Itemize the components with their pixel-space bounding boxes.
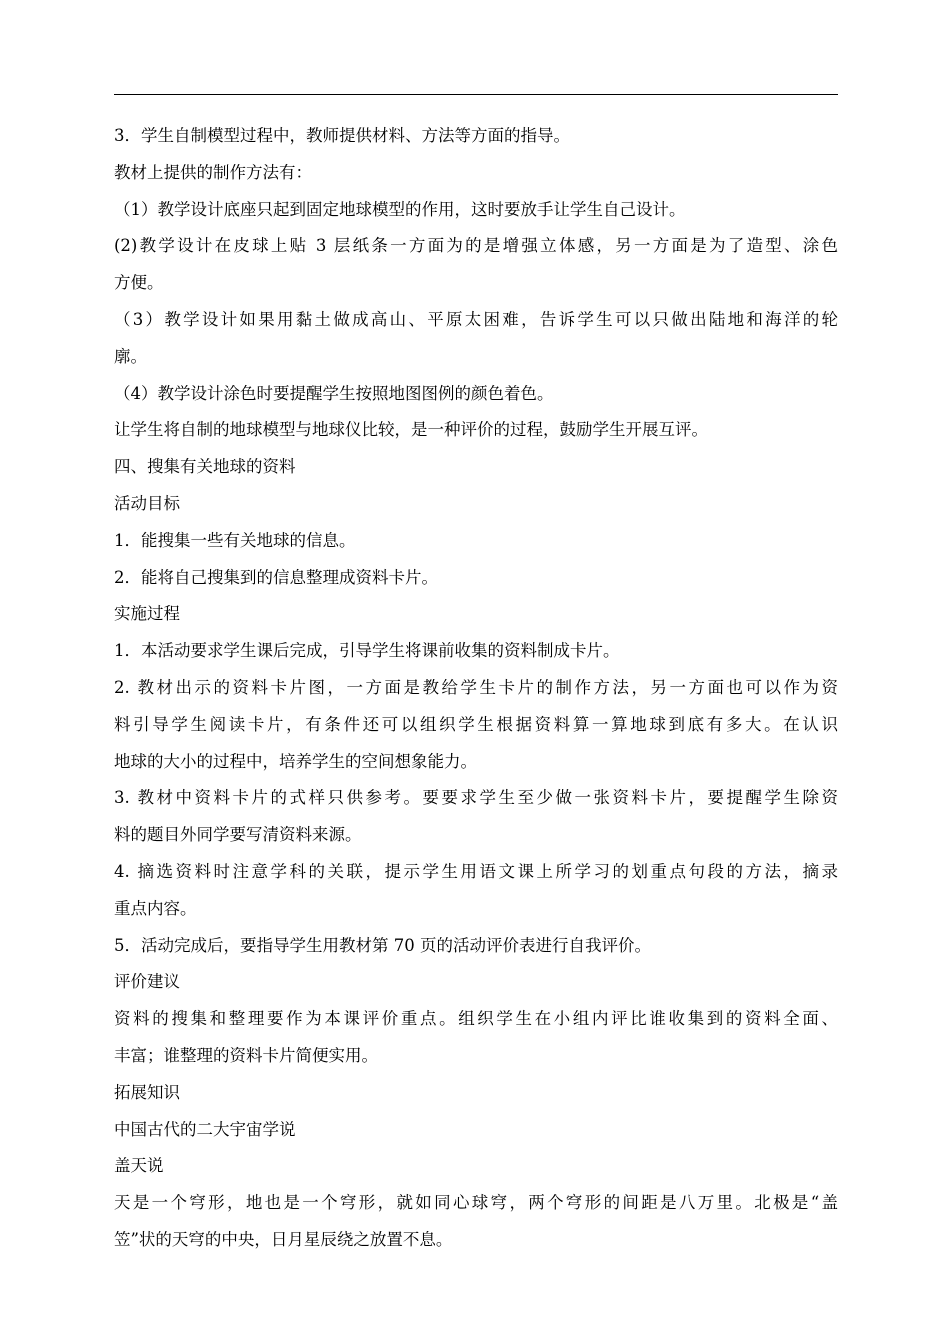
document-body [114,118,838,1259]
subsection-heading: 评价建议 [114,972,180,992]
paragraph-line: 笠”状的天穹的中央，日月星辰绕之放置不息。 [114,1229,453,1249]
paragraph-line: 地球的大小的过程中，培养学生的空间想象能力。 [114,751,477,771]
paragraph-line: 资料的搜集和整理要作为本课评价重点。组织学生在小组内评比谁收集到的资料全面、 [114,1009,838,1029]
paragraph-line: 天是一个穹形，地也是一个穹形，就如同心球穹，两个穹形的间距是八万里。北极是“盖 [114,1193,838,1213]
paragraph-line: (2)教学设计在皮球上贴 3 层纸条一方面为的是增强立体感，另一方面是为了造型、涂色 [114,236,838,256]
paragraph-line: 3. 教材中资料卡片的式样只供参考。要要求学生至少做一张资料卡片，要提醒学生除资 [114,788,838,808]
subsection-heading: 中国古代的二大宇宙学说 [114,1119,296,1139]
paragraph-line: （3）教学设计如果用黏土做成高山、平原太困难，告诉学生可以只做出陆地和海洋的轮 [114,309,838,329]
paragraph-line: 料的题目外同学要写清资料来源。 [114,825,362,845]
paragraph-line: （4）教学设计涂色时要提醒学生按照地图图例的颜色着色。 [114,383,554,403]
paragraph-line: 方便。 [114,273,164,293]
paragraph-line: 让学生将自制的地球模型与地球仪比较，是一种评价的过程，鼓励学生开展互评。 [114,420,708,440]
section-heading: 四、搜集有关地球的资料 [114,457,296,477]
paragraph-line: 1．本活动要求学生课后完成，引导学生将课前收集的资料制成卡片。 [114,641,620,661]
paragraph-line: 4. 摘选资料时注意学科的关联，提示学生用语文课上所学习的划重点句段的方法，摘录 [114,861,838,881]
paragraph-line: （1）教学设计底座只起到固定地球模型的作用，这时要放手让学生自己设计。 [114,199,686,219]
paragraph-line: 廓。 [114,346,147,366]
paragraph-line: 料引导学生阅读卡片，有条件还可以组织学生根据资料算一算地球到底有多大。在认识 [114,714,838,734]
paragraph-line: 教材上提供的制作方法有： [114,162,312,182]
paragraph-line: 5．活动完成后，要指导学生用教材第 70 页的活动评价表进行自我评价。 [114,935,651,955]
paragraph-line: 2．能将自己搜集到的信息整理成资料卡片。 [114,567,438,587]
subsection-heading: 拓展知识 [114,1082,180,1102]
header-rule [114,94,838,95]
paragraph-line: 3．学生自制模型过程中，教师提供材料、方法等方面的指导。 [114,126,570,145]
paragraph-line: 重点内容。 [114,898,197,918]
paragraph-line: 1．能搜集一些有关地球的信息。 [114,530,356,550]
subsection-heading: 盖天说 [114,1156,164,1176]
subsection-heading: 活动目标 [114,493,180,513]
subsection-heading: 实施过程 [114,604,180,624]
paragraph-line: 丰富；谁整理的资料卡片简便实用。 [114,1045,378,1065]
paragraph-line: 2. 教材出示的资料卡片图，一方面是教给学生卡片的制作方法，另一方面也可以作为资 [114,677,838,697]
